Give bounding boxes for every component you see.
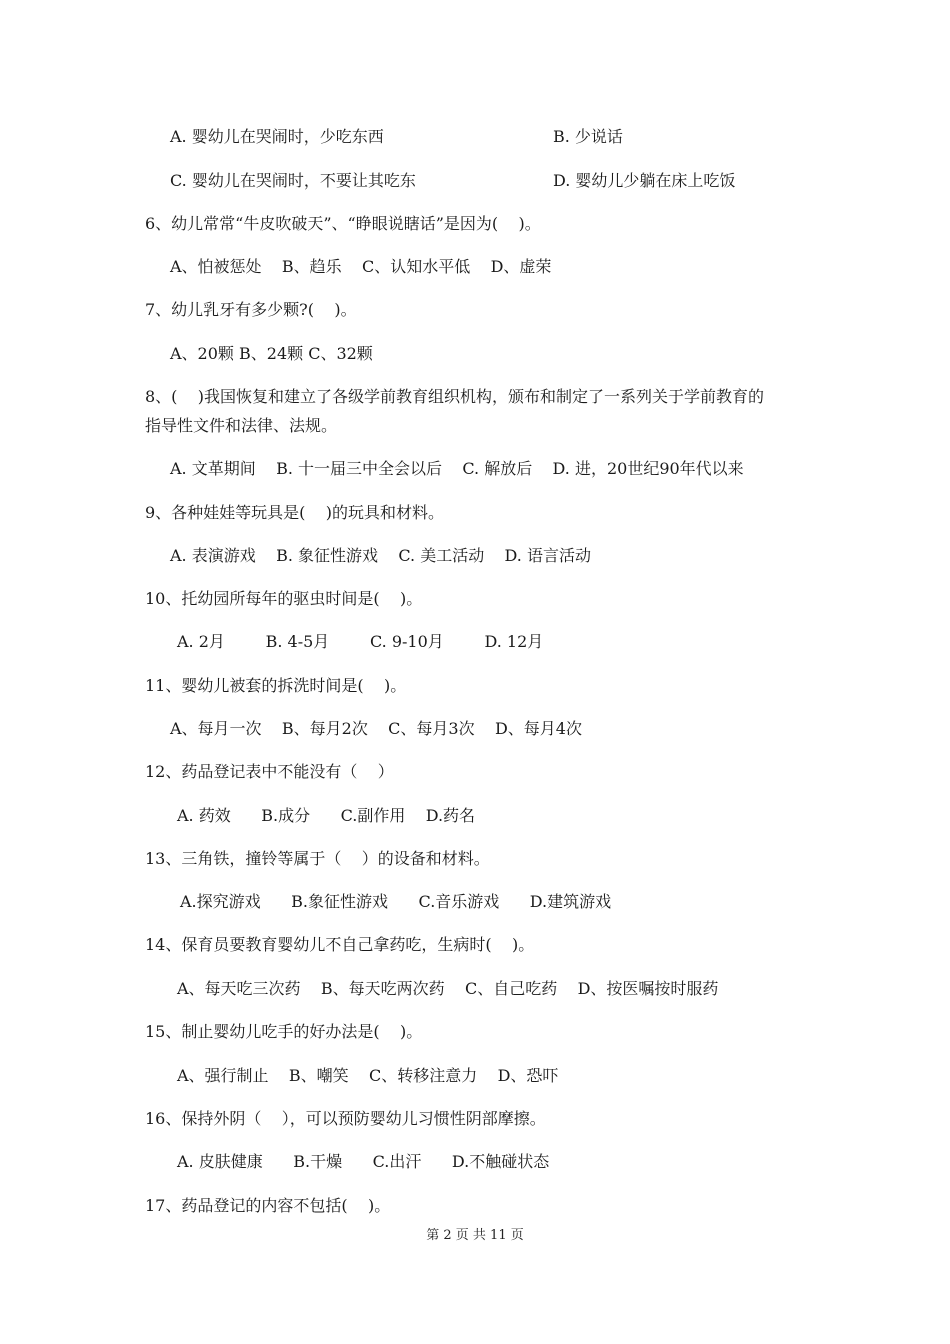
question-16-options: A. 皮肤健康 B.干燥 C.出汗 D.不触碰状态 [177,1152,550,1171]
question-8: 8、( )我国恢复和建立了各级学前教育组织机构，颁布和制定了一系列关于学前教育的 [145,387,765,406]
option-b-line: B. 少说话 [553,127,623,146]
question-7-options: A、20颗 B、24颗 C、32颗 [170,344,373,363]
question-10-options: A. 2月 B. 4-5月 C. 9-10月 D. 12月 [177,632,544,651]
question-8-continued: 指导性文件和法律、法规。 [145,416,338,435]
question-11-options: A、每月一次 B、每月2次 C、每月3次 D、每月4次 [170,719,582,738]
page-footer: 第 2 页 共 11 页 [426,1228,524,1243]
question-13-options: A.探究游戏 B.象征性游戏 C.音乐游戏 D.建筑游戏 [180,892,612,911]
question-14: 14、保育员要教育婴幼儿不自己拿药吃，生病时( )。 [145,935,535,954]
question-6-options: A、怕被惩处 B、趋乐 C、认知水平低 D、虚荣 [170,257,552,276]
question-11: 11、婴幼儿被套的拆洗时间是( )。 [145,676,407,695]
question-15-options: A、强行制止 B、嘲笑 C、转移注意力 D、恐吓 [177,1066,559,1085]
question-9: 9、各种娃娃等玩具是( )的玩具和材料。 [145,503,445,522]
question-12: 12、药品登记表中不能没有（ ） [145,762,394,781]
question-16: 16、保持外阴（ ），可以预防婴幼儿习惯性阴部摩擦。 [145,1109,546,1128]
question-13: 13、三角铁，撞铃等属于（ ）的设备和材料。 [145,849,490,868]
question-14-options: A、每天吃三次药 B、每天吃两次药 C、自己吃药 D、按医嘱按时服药 [177,979,719,998]
question-10: 10、托幼园所每年的驱虫时间是( )。 [145,589,423,608]
question-6: 6、幼儿常常“牛皮吹破天”、“睁眼说瞎话”是因为( )。 [145,214,541,233]
question-17: 17、药品登记的内容不包括( )。 [145,1196,391,1215]
question-15: 15、制止婴幼儿吃手的好办法是( )。 [145,1022,423,1041]
question-7: 7、幼儿乳牙有多少颗?( )。 [145,300,357,319]
option-c-line: C. 婴幼儿在哭闹时，不要让其吃东 [170,171,416,190]
question-12-options: A. 药效 B.成分 C.副作用 D.药名 [177,806,476,825]
question-8-options: A. 文革期间 B. 十一届三中全会以后 C. 解放后 D. 进，20世纪90年代以来 [170,459,744,478]
option-d-line: D. 婴幼儿少躺在床上吃饭 [553,171,736,190]
question-9-options: A. 表演游戏 B. 象征性游戏 C. 美工活动 D. 语言活动 [170,546,591,565]
option-a-line: A. 婴幼儿在哭闹时，少吃东西 [170,127,384,146]
